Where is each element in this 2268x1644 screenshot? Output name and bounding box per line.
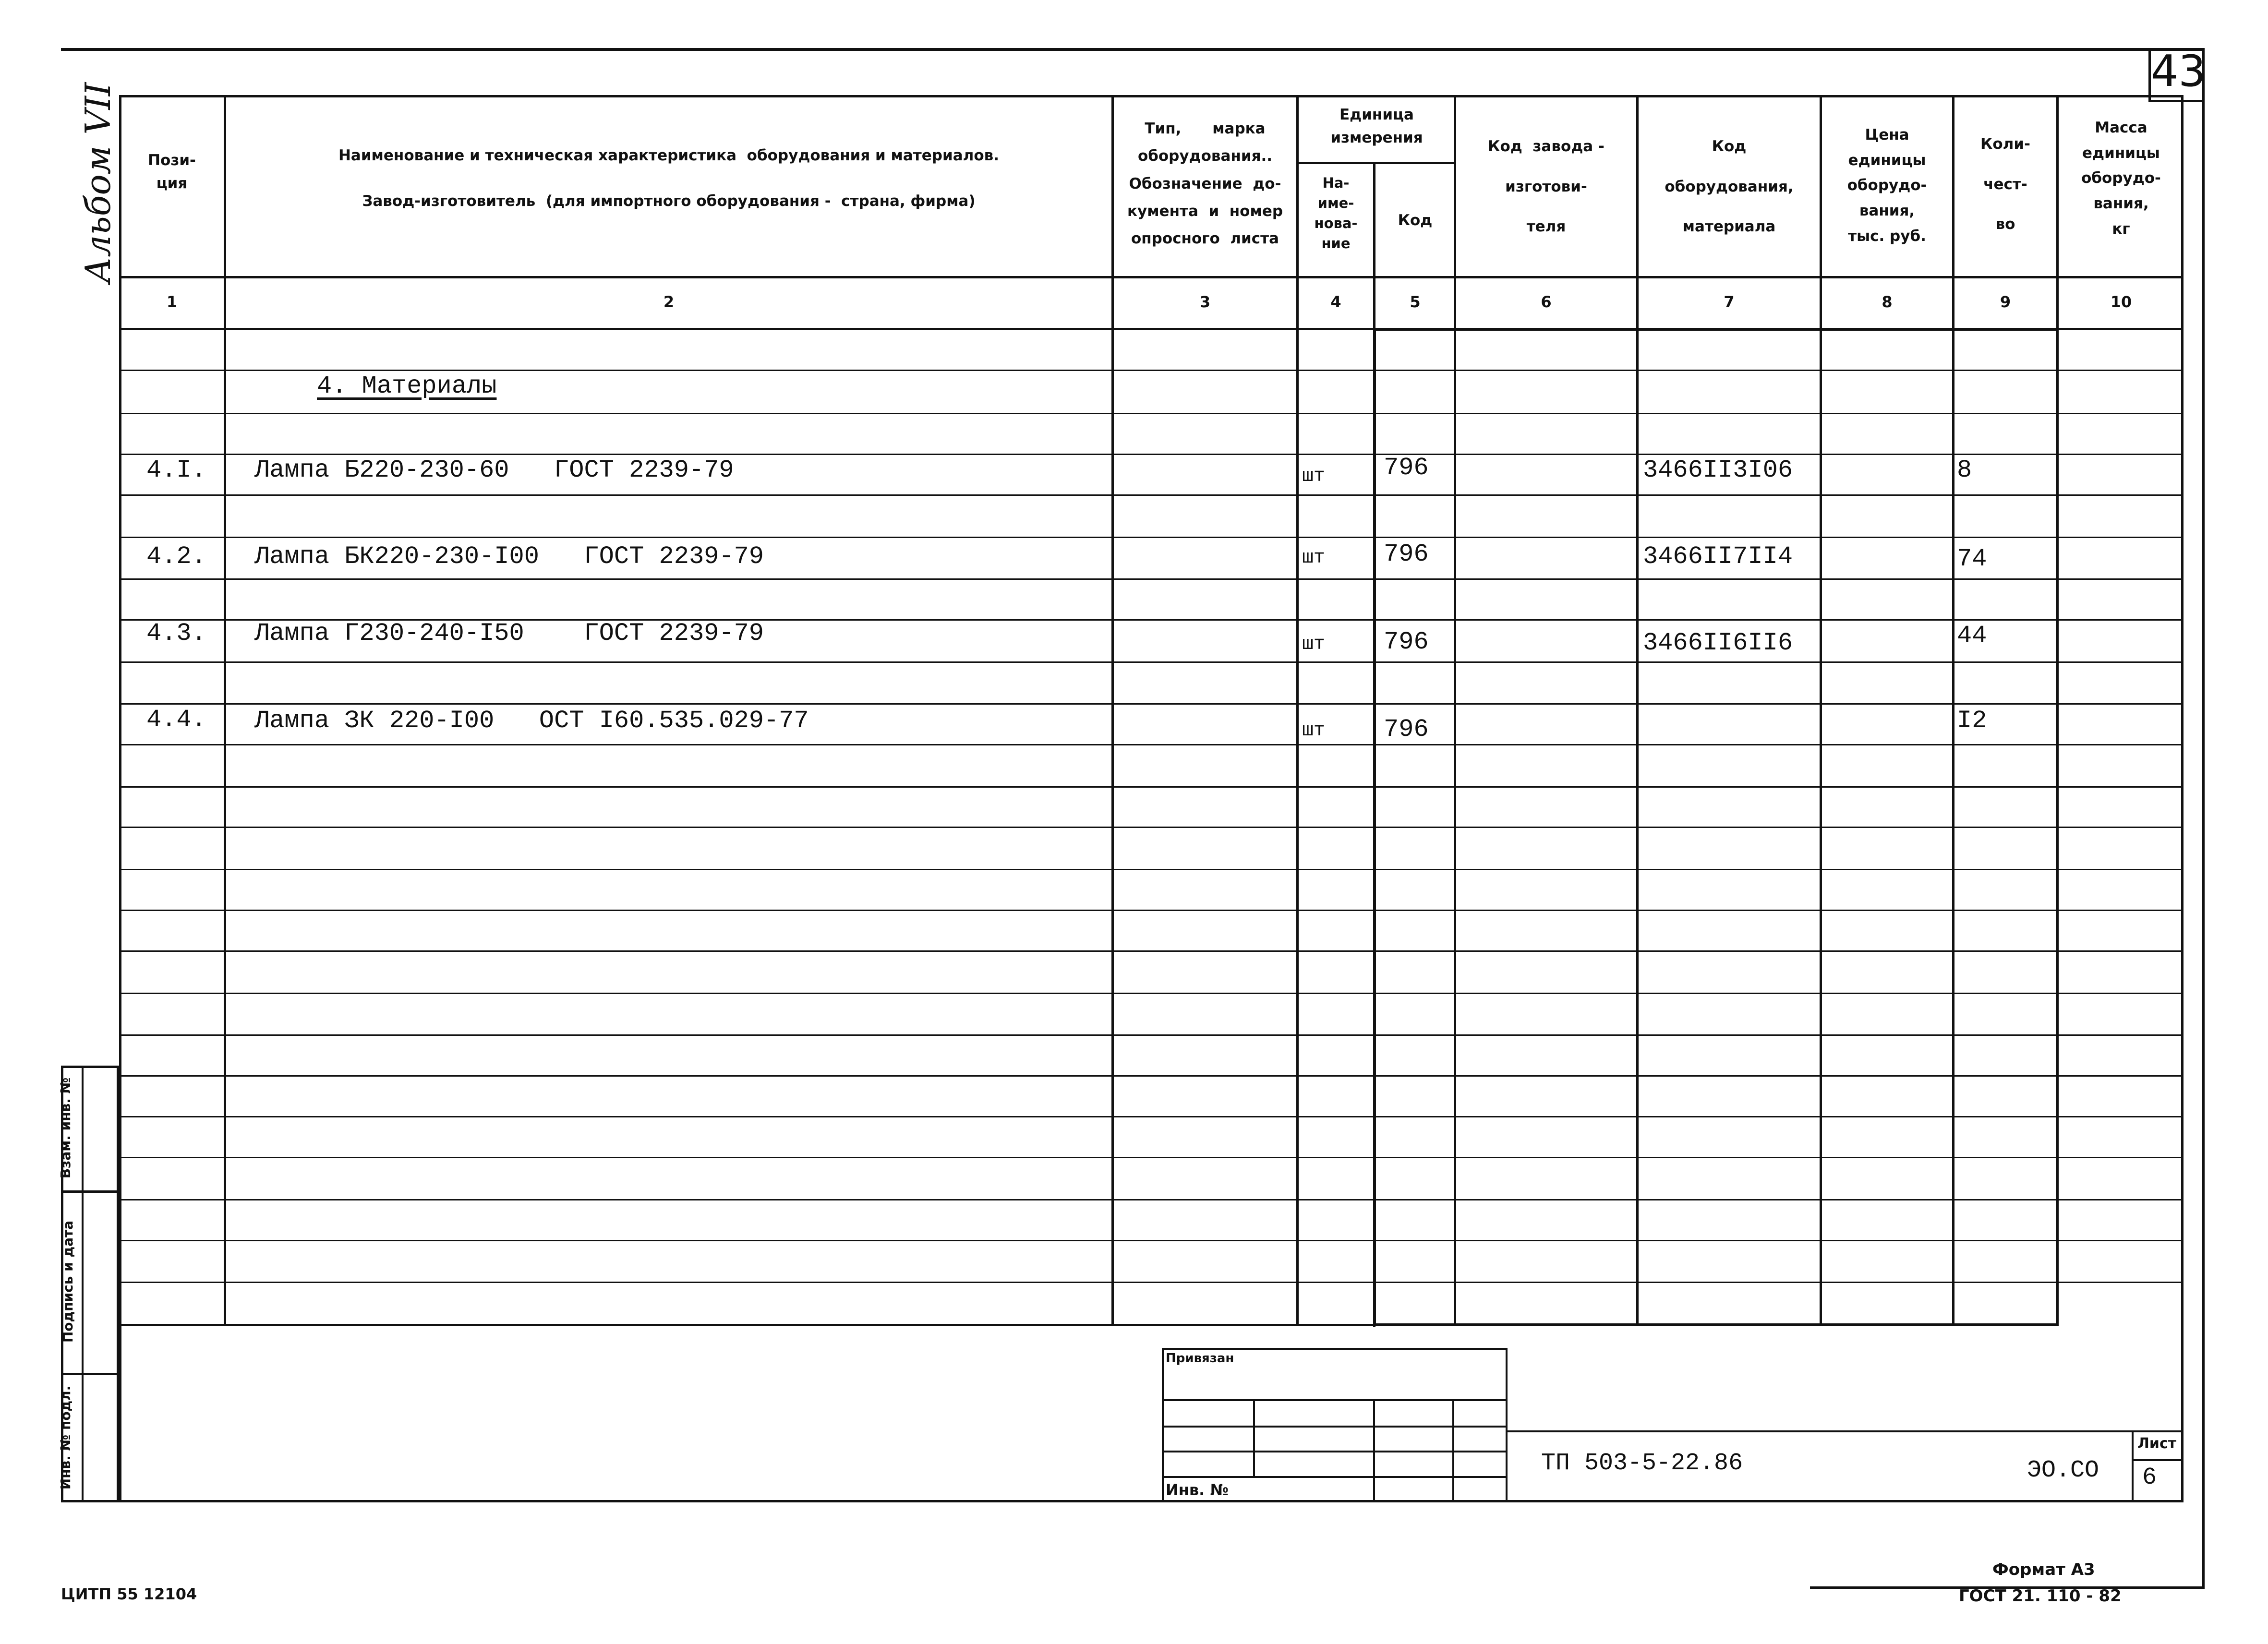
row2-name: Лампа БК220-230-I00 ГОСТ 2239-79 [254, 542, 764, 571]
header-col3: Тип, марка оборудования.. Обозначение до- кумента и номер опросного листа [1127, 120, 1283, 248]
colnum-4: 4 [1330, 293, 1341, 311]
page-number: 43 [2151, 46, 2206, 96]
row3-pos: 4.3. [146, 619, 206, 648]
top-frame-line [61, 48, 2202, 51]
row-line [119, 1075, 2184, 1077]
side-vzam: Взам. инв. № [58, 1077, 73, 1179]
header-bottom-line [119, 276, 2184, 278]
privyazan-box [1162, 1348, 1508, 1502]
row1-material-code: 3466II3I06 [1643, 456, 1793, 484]
tb-main-top [1508, 1430, 2184, 1432]
footer-standard: ГОСТ 21. 110 - 82 [1959, 1586, 2122, 1606]
row-line [119, 413, 2184, 414]
row-line [119, 1157, 2184, 1158]
header-col4: На- име- нова- ние [1314, 175, 1358, 252]
header-col10: Масса единицы оборудо- вания, кг [2081, 119, 2161, 238]
header-unit-group: Единица измерения [1330, 106, 1423, 147]
row-line [119, 494, 2184, 496]
side-inv: Инв. № подл. [58, 1385, 73, 1490]
row4-qty: I2 [1957, 707, 1987, 735]
right-frame-line [2202, 48, 2205, 1589]
row-line [119, 537, 2184, 538]
row1-qty: 8 [1957, 456, 1972, 484]
row2-qty: 74 [1957, 545, 1987, 573]
row-line [119, 1282, 2184, 1283]
header-col5: Код [1398, 212, 1433, 229]
row-line [119, 1199, 2184, 1200]
row4-pos: 4.4. [146, 706, 206, 734]
tb-line [1162, 1399, 1508, 1401]
header-col7: Код оборудования, материала [1665, 138, 1794, 236]
footer-format: Формат А3 [1992, 1560, 2095, 1579]
tb-vline [1373, 1399, 1375, 1502]
section-title: 4. Материалы [317, 372, 497, 400]
row-line [119, 661, 2184, 663]
row4-name: Лампа ЗК 220-I00 ОСТ I60.535.029-77 [254, 707, 809, 735]
row1-code: 796 [1384, 454, 1429, 482]
row-line [119, 910, 2184, 911]
doc-code: ТП 503-5-22.86 [1541, 1450, 1743, 1477]
row-line [119, 454, 2184, 455]
row-line [119, 370, 2184, 371]
tb-vline [1253, 1399, 1255, 1476]
sheet-label: Лист [2137, 1435, 2177, 1452]
row4-code: 796 [1384, 715, 1429, 744]
row3-qty: 44 [1957, 622, 1987, 650]
row-line [119, 869, 2184, 870]
col-line-2 [1111, 95, 1114, 1326]
row-line [119, 1034, 2184, 1036]
header-col2-line1: Наименование и техническая характеристика оборудования и материалов. [338, 147, 1000, 164]
row-line [119, 993, 2184, 994]
row3-name: Лампа Г230-240-I50 ГОСТ 2239-79 [254, 619, 764, 648]
sheet-hline [2132, 1459, 2184, 1461]
row2-code: 796 [1384, 540, 1429, 568]
row-line [119, 1240, 2184, 1241]
colnum-8: 8 [1882, 293, 1893, 311]
row2-unit: шт [1302, 547, 1326, 569]
header-col9: Коли- чест- во [1980, 135, 2030, 233]
side-stamp-line [61, 1190, 119, 1193]
colnum-9: 9 [2000, 293, 2011, 311]
colnum-7: 7 [1724, 293, 1735, 311]
unit-group-line [1296, 162, 1456, 164]
colnum-2: 2 [663, 293, 675, 311]
colnum-1: 1 [166, 293, 178, 311]
colnum-6: 6 [1541, 293, 1552, 311]
row-line [119, 786, 2184, 788]
sheet-number: 6 [2142, 1464, 2157, 1491]
row-line [119, 703, 2184, 705]
row-line [119, 578, 2184, 580]
footer-left: ЦИТП 55 12104 [61, 1585, 197, 1603]
col-line-3 [1296, 95, 1299, 1326]
privyazan-label: Привязан [1166, 1351, 1234, 1366]
inv-no-label: Инв. № [1166, 1481, 1229, 1499]
row-line [119, 1116, 2184, 1117]
album-label: Альбом VII [78, 82, 118, 283]
row1-pos: 4.I. [146, 456, 206, 484]
row-line [119, 827, 2184, 828]
row3-material-code: 3466II6II6 [1643, 629, 1793, 657]
row2-pos: 4.2. [146, 542, 206, 571]
header-col2-line2: Завод-изготовитель (для импортного оборудования - страна, фирма) [362, 192, 976, 210]
tb-line [1162, 1426, 1508, 1428]
row1-name: Лампа Б220-230-60 ГОСТ 2239-79 [254, 456, 734, 484]
tb-vline [1452, 1399, 1454, 1502]
colnum-3: 3 [1199, 293, 1211, 311]
header-col6: Код завода - изготови- теля [1488, 138, 1604, 236]
header-col8: Цена единицы оборудо- вания, тыс. руб. [1847, 126, 1927, 245]
tb-line [1162, 1451, 1508, 1452]
colnum-5: 5 [1410, 293, 1421, 311]
row3-unit: шт [1302, 634, 1326, 655]
row2-material-code: 3466II7II4 [1643, 542, 1793, 571]
side-podpis: Подпись и дата [60, 1220, 76, 1343]
row3-code: 796 [1384, 628, 1429, 656]
row-line [119, 744, 2184, 745]
row-line [119, 950, 2184, 952]
sheet-vline [2132, 1430, 2134, 1502]
section-code: ЭО.СО [2027, 1457, 2099, 1484]
header-col1: Пози- ция [148, 152, 196, 192]
colnum-10: 10 [2110, 293, 2132, 311]
col-line-1 [224, 95, 226, 1326]
tb-line [1162, 1476, 1508, 1478]
side-stamp-divider [82, 1066, 84, 1502]
row4-unit: шт [1302, 720, 1326, 742]
body-bottom-line [119, 1324, 2059, 1326]
row1-unit: шт [1302, 466, 1326, 487]
